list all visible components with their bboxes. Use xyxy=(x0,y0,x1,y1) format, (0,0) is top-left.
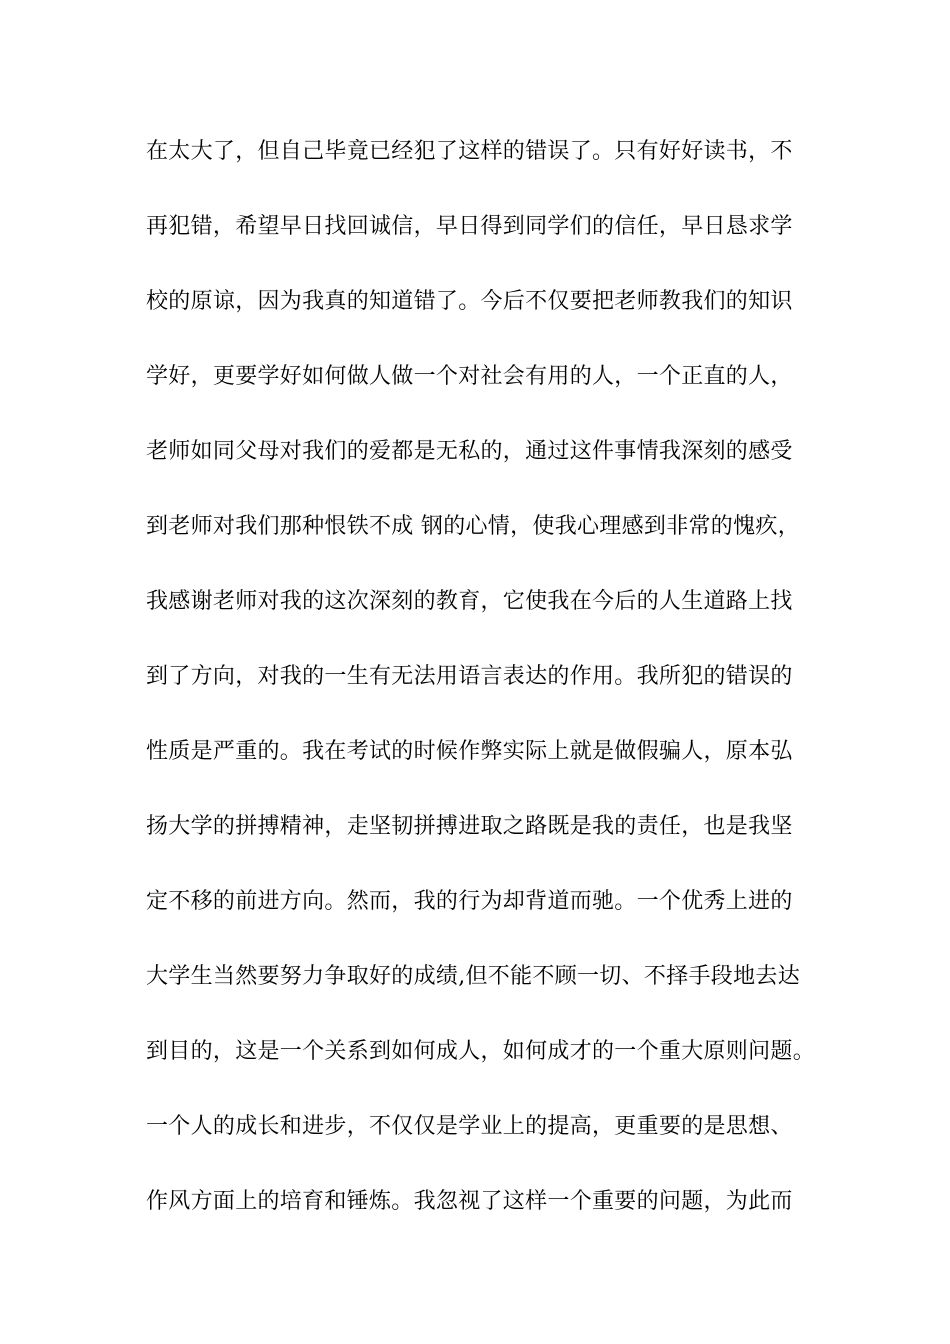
text-line: 老师如同父母对我们的爱都是无私的，通过这件事情我深刻的感受 xyxy=(146,439,793,464)
text-line: 我感谢老师对我的这次深刻的教育，它使我在今后的人生道路上找 xyxy=(146,589,793,614)
text-line: 到了方向，对我的一生有无法用语言表达的作用。我所犯的错误的 xyxy=(146,664,793,689)
body-text xyxy=(146,132,826,1257)
text-line: 到目的，这是一个关系到如何成人，如何成才的一个重大原则问题。 xyxy=(146,1039,816,1064)
text-line: 定不移的前进方向。然而，我的行为却背道而驰。一个优秀上进的 xyxy=(146,889,793,914)
text-line: 作风方面上的培育和锤炼。我忽视了这样一个重要的问题，为此而 xyxy=(146,1189,793,1214)
text-line: 扬大学的拼搏精神，走坚韧拼搏进取之路既是我的责任，也是我坚 xyxy=(146,814,793,839)
text-line: 校的原谅，因为我真的知道错了。今后不仅要把老师教我们的知识 xyxy=(146,289,793,314)
text-line: 在太大了，但自己毕竟已经犯了这样的错误了。只有好好读书，不 xyxy=(146,139,793,164)
text-line: 再犯错，希望早日找回诚信，早日得到同学们的信任，早日恳求学 xyxy=(146,214,793,239)
text-line: 到老师对我们那种恨铁不成 钢的心情，使我心理感到非常的愧疚， xyxy=(146,514,800,539)
text-line: 大学生当然要努力争取好的成绩,但不能不顾一切、不择手段地去达 xyxy=(146,964,800,989)
text-line: 一个人的成长和进步，不仅仅是学业上的提高，更重要的是思想、 xyxy=(146,1114,793,1139)
text-line: 学好，更要学好如何做人做一个对社会有用的人，一个正直的人， xyxy=(146,364,793,389)
text-line: 性质是严重的。我在考试的时候作弊实际上就是做假骗人，原本弘 xyxy=(146,739,793,764)
